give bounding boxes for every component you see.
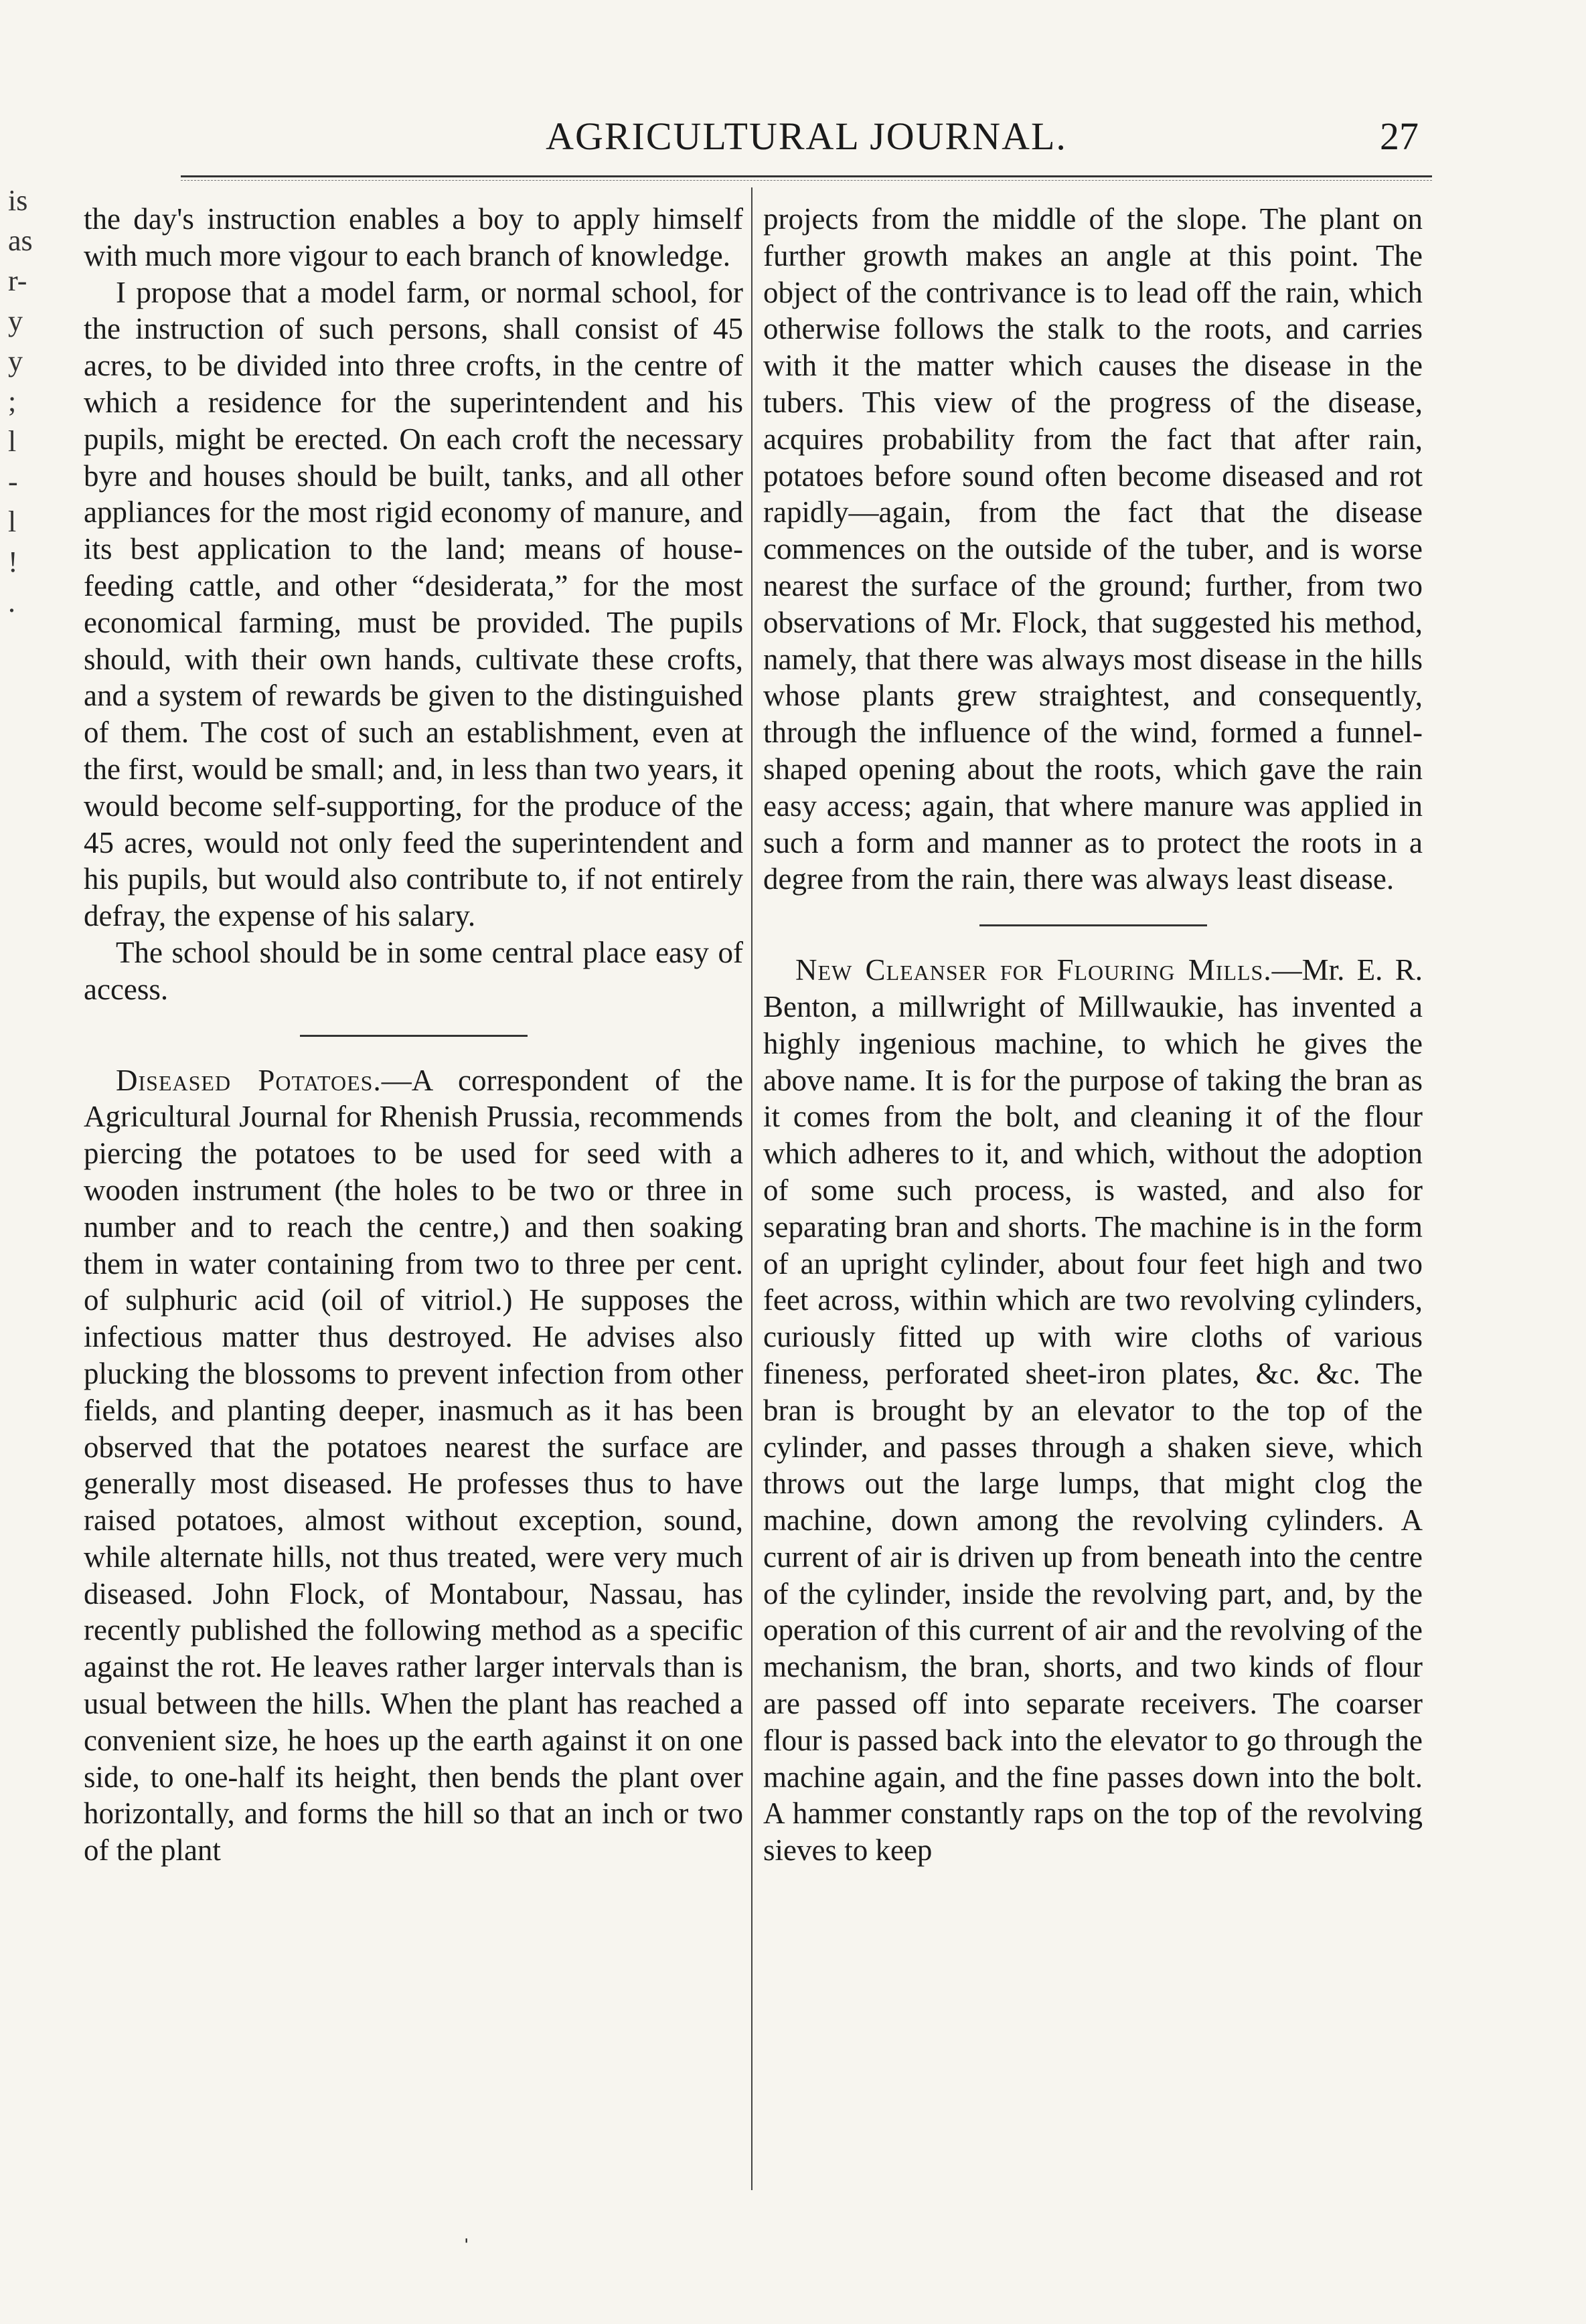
article-body: —Mr. E. R. Benton, a millwright of Millwaukie, has invented a highly ingenious machine, to which he gives the above name. It is for the purpose of taking the bran as it comes from the bolt, and cleaning it of the flour which adheres to it, and which, without the adoption of some such process, is wasted, and also for separating bran and shorts. The machine is in the form of an upright cylinder, about four feet high and two feet across, within which are two revolving cylinders, curiously fitted up with wire cloths of various fineness, perforated sheet-iron plates, &c. &c. The bran is brought by an elevator to the top of the cylinder, and passes through a shaken sieve, which throws out the large lumps, that might clog the machine, down among the revolving cylinders. A current of air is driven up from beneath into the centre of the cylinder, inside the revolving part, and, by the operation of this current of air and the revolving of the mechanism, the bran, shorts, and two kinds of flour are passed off into separate receivers. The coarser flour is passed back into the elevator to go through the machine again, and the fine passes down into the bolt. A hammer constantly raps on the top of the revolving sieves to keep (763, 953, 1423, 1868)
margin-fragment: ; (8, 385, 17, 418)
page-number: 27 (1380, 114, 1419, 158)
paragraph: The school should be in some central place easy of access. (84, 935, 743, 1006)
article-new-cleanser (763, 952, 1423, 1869)
section-divider (300, 1035, 528, 1037)
margin-fragment: - (8, 465, 18, 498)
footer-mark: ˌ (462, 2213, 471, 2243)
journal-title: AGRICULTURAL JOURNAL. (546, 114, 1067, 158)
right-column (763, 201, 1423, 2170)
article-diseased-potatoes (84, 1062, 743, 1870)
article-heading: New Cleanser for Flouring Mills. (795, 953, 1272, 987)
column-divider (751, 187, 752, 2190)
paragraph: the day's instruction enables a boy to apply himself with much more vigour to each branch of knowledge. (84, 202, 743, 272)
margin-fragment: r- (8, 264, 27, 297)
paragraph: projects from the middle of the slope. The plant on further growth makes an angle at this point. The object of the contrivance is to lead off the rain, which otherwise follows the stalk to the roots, and carries with it the matter which causes the disease in the tubers. This view of the progress of the disease, acquires probability from the fact that after rain, potatoes before sound often become diseased and rot rapidly—again, from the fact that the disease commences on the outside of the tuber, and is worse nearest the surface of the ground; further, from two observations of Mr. Flock, that suggested his method, namely, that there was always most disease in the hills whose plants grew straightest, and consequently, through the influence of the wind, formed a funnel-shaped opening about the roots, which gave the rain easy access; again, that where manure was applied in such a form and manner as to protect the roots in a degree from the rain, there was always least disease. (763, 202, 1423, 896)
article-body: —A correspondent of the Agricultural Journal for Rhenish Prussia, recommends piercing the potatoes to be used for seed with a wooden instrument (the holes to be two or three in number and to reach the centre,) and then soaking them in water containing from two to three per cent. of sulphuric acid (oil of vitriol.) He supposes the infectious matter thus destroyed. He advises also plucking the blossoms to prevent infection from other fields, and planting deeper, inasmuch as it has been observed that the potatoes nearest the surface are generally most diseased. He professes thus to have raised potatoes, almost without exception, sound, while alternate hills, not thus treated, were very much diseased. John Flock, of Montabour, Nassau, has recently published the following method as a specific against the rot. He leaves rather larger intervals than is usual between the hills. When the plant has reached a convenient size, he hoes up the earth against it on one side, to one-half its height, then bends the plant over horizontally, and forms the hill so that an inch or two of the plant (84, 1063, 743, 1868)
margin-fragment: y (8, 305, 23, 337)
margin-fragment: . (8, 586, 15, 618)
margin-fragment: y (8, 345, 23, 378)
page-header (181, 114, 1432, 167)
header-rule (181, 175, 1432, 181)
left-column (84, 201, 743, 2170)
article-heading: Diseased Potatoes. (116, 1063, 382, 1097)
margin-fragment: is (8, 184, 28, 217)
margin-fragment: as (8, 224, 33, 257)
paragraph: I propose that a model farm, or normal school, for the instruction of such persons, shall consist of 45 acres, to be divided into three crofts, in the centre of which a residence for the superintendent and his pupils, might be erected. On each croft the necessary byre and houses should be built, tanks, and all other appliances for the most rigid economy of manure, and its best application to the land; means of house-feeding cattle, and other “desiderata,” for the most economical farming, must be provided. The pupils should, with their own hands, cultivate these crofts, and a system of rewards be given to the distinguished of them. The cost of such an establishment, even at the first, would be small; and, in less than two years, it would become self-supporting, for the produce of the 45 acres, would not only feed the superintendent and his pupils, but would also contribute to, if not entirely defray, the expense of his salary. (84, 275, 743, 933)
margin-fragment: l (8, 425, 17, 458)
section-divider (979, 924, 1207, 926)
margin-fragment: ! (8, 546, 18, 578)
margin-fragment: l (8, 505, 17, 538)
margin-fragments (8, 181, 42, 622)
